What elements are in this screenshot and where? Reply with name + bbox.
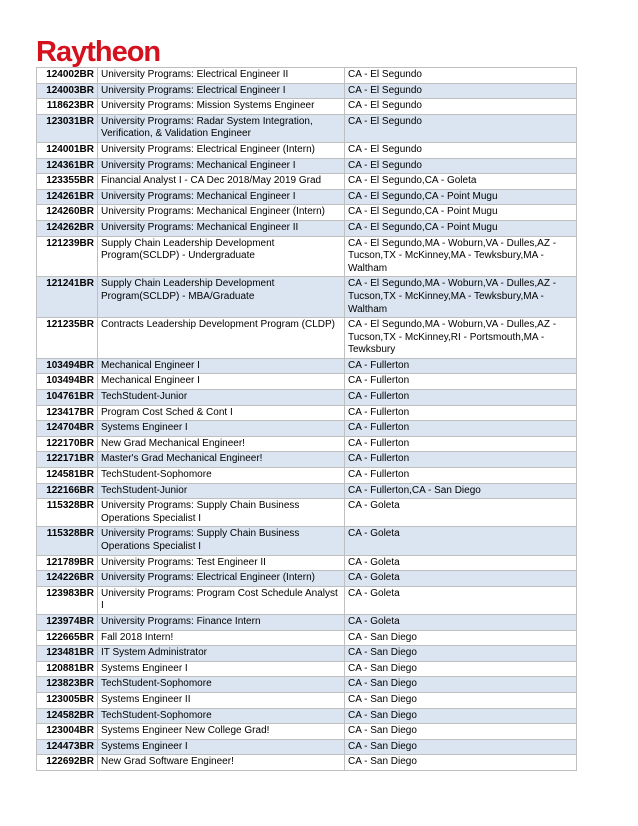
job-id: 123005BR: [37, 692, 98, 708]
job-title: Master's Grad Mechanical Engineer!: [98, 452, 345, 468]
job-id: 124260BR: [37, 205, 98, 221]
job-location: CA - El Segundo: [345, 114, 577, 142]
job-id: 104761BR: [37, 390, 98, 406]
job-location: CA - Fullerton: [345, 374, 577, 390]
job-row: [37, 614, 577, 630]
job-row: [37, 220, 577, 236]
job-location: CA - San Diego: [345, 630, 577, 646]
job-title: University Programs: Electrical Engineer (Intern): [98, 142, 345, 158]
job-id: 124003BR: [37, 83, 98, 99]
job-listing-table: [36, 67, 577, 771]
job-title: University Programs: Finance Intern: [98, 614, 345, 630]
job-row: [37, 68, 577, 84]
job-title: Systems Engineer I: [98, 421, 345, 437]
job-id: 121235BR: [37, 318, 98, 359]
job-location: CA - San Diego: [345, 646, 577, 662]
job-location: CA - Goleta: [345, 614, 577, 630]
job-title: Mechanical Engineer I: [98, 358, 345, 374]
job-location: CA - El Segundo: [345, 142, 577, 158]
job-location: CA - Fullerton: [345, 405, 577, 421]
job-row: [37, 236, 577, 277]
job-location: CA - Fullerton: [345, 390, 577, 406]
job-id: 115328BR: [37, 527, 98, 555]
job-id: 103494BR: [37, 374, 98, 390]
job-row: [37, 661, 577, 677]
job-row: [37, 677, 577, 693]
job-row: [37, 555, 577, 571]
job-location: CA - San Diego: [345, 677, 577, 693]
job-location: CA - Goleta: [345, 571, 577, 587]
job-id: 123974BR: [37, 614, 98, 630]
job-row: [37, 405, 577, 421]
job-row: [37, 724, 577, 740]
job-location: CA - San Diego: [345, 708, 577, 724]
job-title: Supply Chain Leadership Development Program(SCLDP) - MBA/Graduate: [98, 277, 345, 318]
job-title: Systems Engineer New College Grad!: [98, 724, 345, 740]
job-location: CA - El Segundo: [345, 99, 577, 115]
job-row: [37, 358, 577, 374]
job-row: [37, 99, 577, 115]
job-location: CA - Fullerton: [345, 421, 577, 437]
job-title: University Programs: Radar System Integration, Verification, & Validation Engineer: [98, 114, 345, 142]
job-id: 124262BR: [37, 220, 98, 236]
job-row: [37, 708, 577, 724]
job-location: CA - El Segundo: [345, 158, 577, 174]
job-location: CA - San Diego: [345, 724, 577, 740]
job-id: 124581BR: [37, 468, 98, 484]
job-id: 124261BR: [37, 189, 98, 205]
job-location: CA - Fullerton: [345, 436, 577, 452]
job-location: CA - San Diego: [345, 661, 577, 677]
job-id: 122665BR: [37, 630, 98, 646]
job-row: [37, 318, 577, 359]
job-row: [37, 646, 577, 662]
job-row: [37, 527, 577, 555]
job-row: [37, 83, 577, 99]
job-title: Fall 2018 Intern!: [98, 630, 345, 646]
job-id: 123823BR: [37, 677, 98, 693]
job-title: University Programs: Electrical Engineer (Intern): [98, 571, 345, 587]
job-id: 123417BR: [37, 405, 98, 421]
job-title: TechStudent-Sophomore: [98, 708, 345, 724]
job-row: [37, 630, 577, 646]
job-title: Program Cost Sched & Cont I: [98, 405, 345, 421]
job-row: [37, 571, 577, 587]
job-title: University Programs: Mission Systems Engineer: [98, 99, 345, 115]
job-title: University Programs: Supply Chain Business Operations Specialist I: [98, 527, 345, 555]
job-title: University Programs: Program Cost Schedule Analyst I: [98, 586, 345, 614]
job-id: 122692BR: [37, 755, 98, 771]
job-id: 122166BR: [37, 483, 98, 499]
job-row: [37, 189, 577, 205]
job-id: 121789BR: [37, 555, 98, 571]
job-location: CA - Fullerton,CA - San Diego: [345, 483, 577, 499]
job-row: [37, 452, 577, 468]
job-row: [37, 114, 577, 142]
job-location: CA - El Segundo,MA - Woburn,VA - Dulles,AZ - Tucson,TX - McKinney,MA - Tewksbury,MA - Waltham: [345, 277, 577, 318]
job-title: University Programs: Supply Chain Business Operations Specialist I: [98, 499, 345, 527]
job-id: 124473BR: [37, 739, 98, 755]
job-location: CA - El Segundo,MA - Woburn,VA - Dulles,AZ - Tucson,TX - McKinney,RI - Portsmouth,MA - Tewksbury: [345, 318, 577, 359]
job-title: Contracts Leadership Development Program (CLDP): [98, 318, 345, 359]
job-id: 115328BR: [37, 499, 98, 527]
job-id: 123004BR: [37, 724, 98, 740]
job-id: 121241BR: [37, 277, 98, 318]
job-location: CA - Goleta: [345, 527, 577, 555]
job-location: CA - El Segundo: [345, 83, 577, 99]
job-id: 123481BR: [37, 646, 98, 662]
job-id: 123983BR: [37, 586, 98, 614]
job-title: University Programs: Mechanical Engineer I: [98, 158, 345, 174]
job-id: 124001BR: [37, 142, 98, 158]
job-row: [37, 205, 577, 221]
job-title: Financial Analyst I - CA Dec 2018/May 2019 Grad: [98, 174, 345, 190]
job-row: [37, 739, 577, 755]
job-location: CA - San Diego: [345, 755, 577, 771]
job-title: New Grad Mechanical Engineer!: [98, 436, 345, 452]
job-row: [37, 374, 577, 390]
job-location: CA - El Segundo,CA - Point Mugu: [345, 220, 577, 236]
job-location: CA - El Segundo,CA - Point Mugu: [345, 189, 577, 205]
raytheon-logo: Raytheon: [36, 36, 161, 68]
job-row: [37, 692, 577, 708]
job-title: Mechanical Engineer I: [98, 374, 345, 390]
job-id: 122170BR: [37, 436, 98, 452]
job-title: TechStudent-Junior: [98, 390, 345, 406]
job-title: TechStudent-Sophomore: [98, 677, 345, 693]
job-location: CA - Goleta: [345, 555, 577, 571]
job-row: [37, 755, 577, 771]
job-row: [37, 390, 577, 406]
job-id: 124704BR: [37, 421, 98, 437]
job-location: CA - Goleta: [345, 586, 577, 614]
job-title: University Programs: Electrical Engineer II: [98, 68, 345, 84]
job-location: CA - El Segundo: [345, 68, 577, 84]
job-title: IT System Administrator: [98, 646, 345, 662]
job-id: 124582BR: [37, 708, 98, 724]
job-location: CA - Fullerton: [345, 452, 577, 468]
job-location: CA - El Segundo,MA - Woburn,VA - Dulles,AZ - Tucson,TX - McKinney,MA - Tewksbury,MA - Waltham: [345, 236, 577, 277]
job-title: Systems Engineer I: [98, 661, 345, 677]
job-title: University Programs: Mechanical Engineer II: [98, 220, 345, 236]
job-title: Supply Chain Leadership Development Program(SCLDP) - Undergraduate: [98, 236, 345, 277]
job-title: University Programs: Test Engineer II: [98, 555, 345, 571]
job-id: 123031BR: [37, 114, 98, 142]
job-id: 124361BR: [37, 158, 98, 174]
job-row: [37, 436, 577, 452]
job-location: CA - Fullerton: [345, 468, 577, 484]
job-title: Systems Engineer II: [98, 692, 345, 708]
job-listing-body: [37, 68, 577, 771]
job-row: [37, 142, 577, 158]
job-title: University Programs: Mechanical Engineer (Intern): [98, 205, 345, 221]
job-id: 121239BR: [37, 236, 98, 277]
job-title: New Grad Software Engineer!: [98, 755, 345, 771]
job-title: University Programs: Electrical Engineer I: [98, 83, 345, 99]
job-row: [37, 586, 577, 614]
job-location: CA - San Diego: [345, 739, 577, 755]
job-id: 103494BR: [37, 358, 98, 374]
job-id: 122171BR: [37, 452, 98, 468]
job-id: 124226BR: [37, 571, 98, 587]
job-location: CA - Goleta: [345, 499, 577, 527]
job-location: CA - Fullerton: [345, 358, 577, 374]
job-title: TechStudent-Sophomore: [98, 468, 345, 484]
job-location: CA - El Segundo,CA - Point Mugu: [345, 205, 577, 221]
job-id: 124002BR: [37, 68, 98, 84]
job-location: CA - El Segundo,CA - Goleta: [345, 174, 577, 190]
job-title: TechStudent-Junior: [98, 483, 345, 499]
job-row: [37, 277, 577, 318]
job-id: 118623BR: [37, 99, 98, 115]
job-id: 123355BR: [37, 174, 98, 190]
job-row: [37, 483, 577, 499]
job-id: 120881BR: [37, 661, 98, 677]
job-row: [37, 421, 577, 437]
job-title: Systems Engineer I: [98, 739, 345, 755]
job-title: University Programs: Mechanical Engineer I: [98, 189, 345, 205]
job-row: [37, 174, 577, 190]
job-row: [37, 158, 577, 174]
job-row: [37, 499, 577, 527]
job-row: [37, 468, 577, 484]
job-location: CA - San Diego: [345, 692, 577, 708]
